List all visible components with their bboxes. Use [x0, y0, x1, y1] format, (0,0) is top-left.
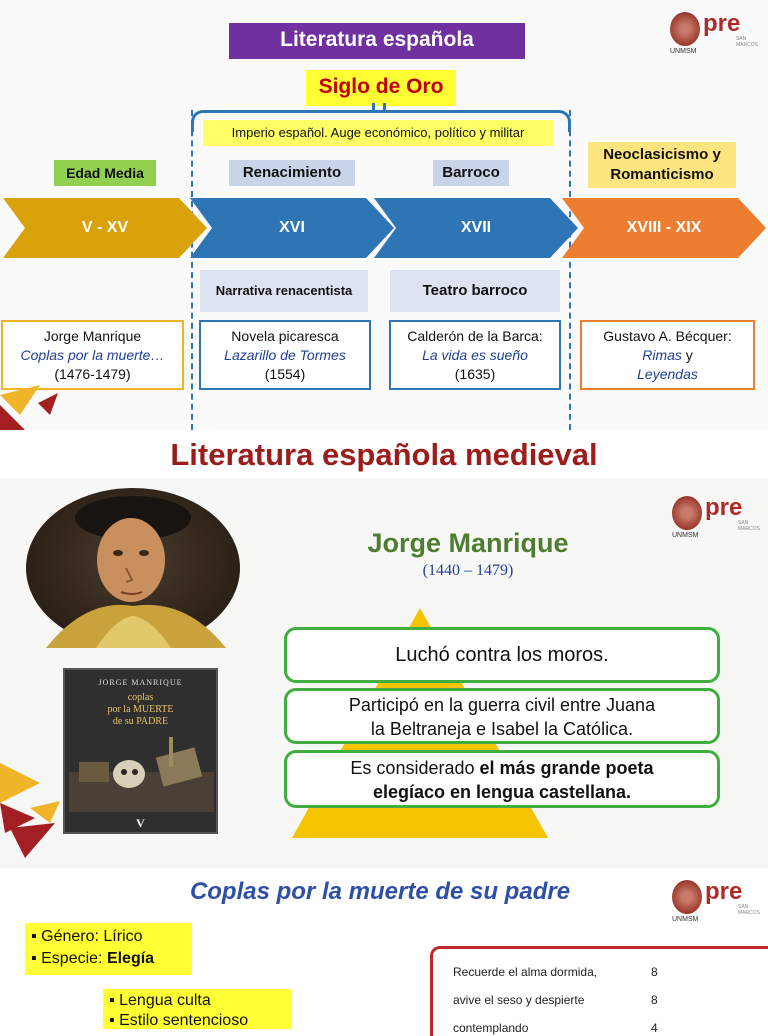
logo-text: pre: [703, 10, 741, 37]
fact-3-bold-1: el más grande poeta: [479, 758, 654, 778]
work-conj: y: [681, 347, 693, 363]
work-card-calderon: [389, 320, 561, 390]
work-year: (1554): [264, 366, 306, 382]
fact-3-prefix: Es considerado: [350, 758, 480, 778]
author-name: Jorge Manrique: [367, 528, 569, 558]
work-card-becquer: [580, 320, 755, 390]
logo-subtext: SAN MARCOS: [736, 36, 758, 48]
book-still-life-image: [69, 732, 214, 812]
coplas-book-cover: [63, 668, 218, 834]
genero-label: Género:: [41, 928, 104, 945]
seal-icon: [672, 880, 702, 914]
imperio-label: Imperio español. Auge económico, político y militar: [203, 120, 553, 146]
work-year: (1635): [454, 366, 496, 382]
century-label: XVII: [460, 219, 492, 236]
fact-box-3: [284, 750, 720, 808]
work-year: (1476-1479): [54, 366, 131, 382]
logo-unmsm: UNMSM: [672, 916, 699, 923]
era-neo-line1: Neoclasicismo y: [603, 146, 721, 163]
work-title: La vida es sueño: [422, 347, 528, 363]
fact-2-line2: la Beltraneja e Isabel la Católica.: [370, 719, 634, 739]
book-title-line2: por la MUERTE: [107, 704, 174, 715]
decorative-triangles: [0, 763, 70, 858]
work-title: Lazarillo de Tormes: [224, 347, 346, 363]
century-arrow-xvii: [374, 198, 578, 258]
work-title-rimas: Rimas: [642, 347, 682, 363]
book-title-line3: de su PADRE: [112, 716, 169, 727]
author-years: (1440 – 1479): [422, 562, 514, 579]
genero-box: ▪ Género: Lírico ▪ Especie: Elegía: [25, 923, 192, 975]
poem-syllables: 8: [651, 965, 658, 979]
timeline-slide: [0, 0, 768, 430]
pre-logo: [672, 496, 762, 542]
century-arrow-medieval: [3, 198, 207, 258]
poem-syllables: 8: [651, 993, 658, 1007]
manrique-portrait: [26, 488, 240, 648]
work-author: Novela picaresca: [231, 328, 339, 344]
manrique-slide: [0, 478, 768, 868]
poem-line: contemplando: [453, 1021, 529, 1035]
book-author: JORGE MANRIQUE: [98, 678, 183, 687]
pre-logo: [672, 880, 762, 926]
seal-icon: [672, 496, 702, 530]
era-barroco: Barroco: [433, 160, 509, 186]
dashed-divider-right: [569, 110, 571, 430]
dashed-divider-left: [191, 110, 193, 430]
poem-line: Recuerde el alma dormida,: [453, 965, 598, 979]
bracket-tip: [372, 103, 386, 113]
logo-unmsm: UNMSM: [670, 48, 697, 55]
work-title-leyendas: Leyendas: [637, 366, 698, 382]
century-arrow-xviii-xix: [562, 198, 766, 258]
logo-subtext: SAN MARCOS: [738, 904, 760, 916]
work-card-manrique: [1, 320, 184, 390]
especie-value: Elegía: [106, 950, 155, 967]
logo-unmsm: UNMSM: [672, 532, 699, 539]
fact-3-bold-2: elegíaco en lengua castellana.: [372, 782, 632, 802]
slide-title: Literatura española: [229, 23, 525, 59]
logo-text: pre: [705, 878, 743, 905]
century-label: XVI: [279, 219, 305, 236]
century-label: XVIII - XIX: [626, 219, 702, 236]
genero-value: Lírico: [103, 928, 143, 945]
era-neo-line2: Romanticismo: [610, 166, 714, 183]
poem-excerpt: [430, 946, 768, 1036]
fact-box-1: Luchó contra los moros.: [284, 627, 720, 683]
lengua-box: ▪ Lengua culta ▪ Estilo sentencioso: [103, 989, 291, 1029]
portrait-image: [26, 488, 240, 648]
work-card-lazarillo: [199, 320, 371, 390]
decorative-triangles: [0, 385, 70, 430]
teatro-label: Teatro barroco: [390, 270, 560, 312]
fact-2-line1: Participó en la guerra civil entre Juana: [348, 695, 656, 715]
poem-line: avive el seso y despierte: [453, 993, 585, 1007]
work-author: Jorge Manrique: [43, 328, 142, 344]
work-author: Calderón de la Barca:: [407, 328, 543, 344]
century-arrow-xvi: [190, 198, 394, 258]
coplas-title: Coplas por la muerte de su padre: [189, 878, 571, 905]
work-author: Gustavo A. Bécquer:: [603, 328, 732, 344]
poem-syllables: 4: [651, 1021, 658, 1035]
pre-logo: [670, 12, 760, 58]
work-title: Coplas por la muerte…: [20, 347, 165, 363]
section-headline: Literatura española medieval: [0, 432, 768, 478]
seal-icon: [670, 12, 700, 46]
logo-text: pre: [705, 494, 743, 521]
book-title-line1: coplas: [127, 692, 154, 703]
fact-box-2: [284, 688, 720, 744]
lengua-item: Lengua culta: [119, 992, 211, 1009]
especie-label: Especie:: [41, 950, 107, 967]
book-publisher-mark: V: [136, 816, 145, 830]
era-neoclasicismo: [588, 142, 736, 188]
logo-subtext: SAN MARCOS: [738, 520, 760, 532]
century-label: V - XV: [81, 219, 129, 236]
siglo-de-oro-label: Siglo de Oro: [306, 70, 456, 106]
narrativa-label: Narrativa renacentista: [200, 270, 368, 312]
coplas-slide: [0, 868, 768, 1035]
era-edad-media: Edad Media: [54, 160, 156, 186]
estilo-item: Estilo sentencioso: [119, 1012, 249, 1029]
era-renacimiento: Renacimiento: [229, 160, 355, 186]
